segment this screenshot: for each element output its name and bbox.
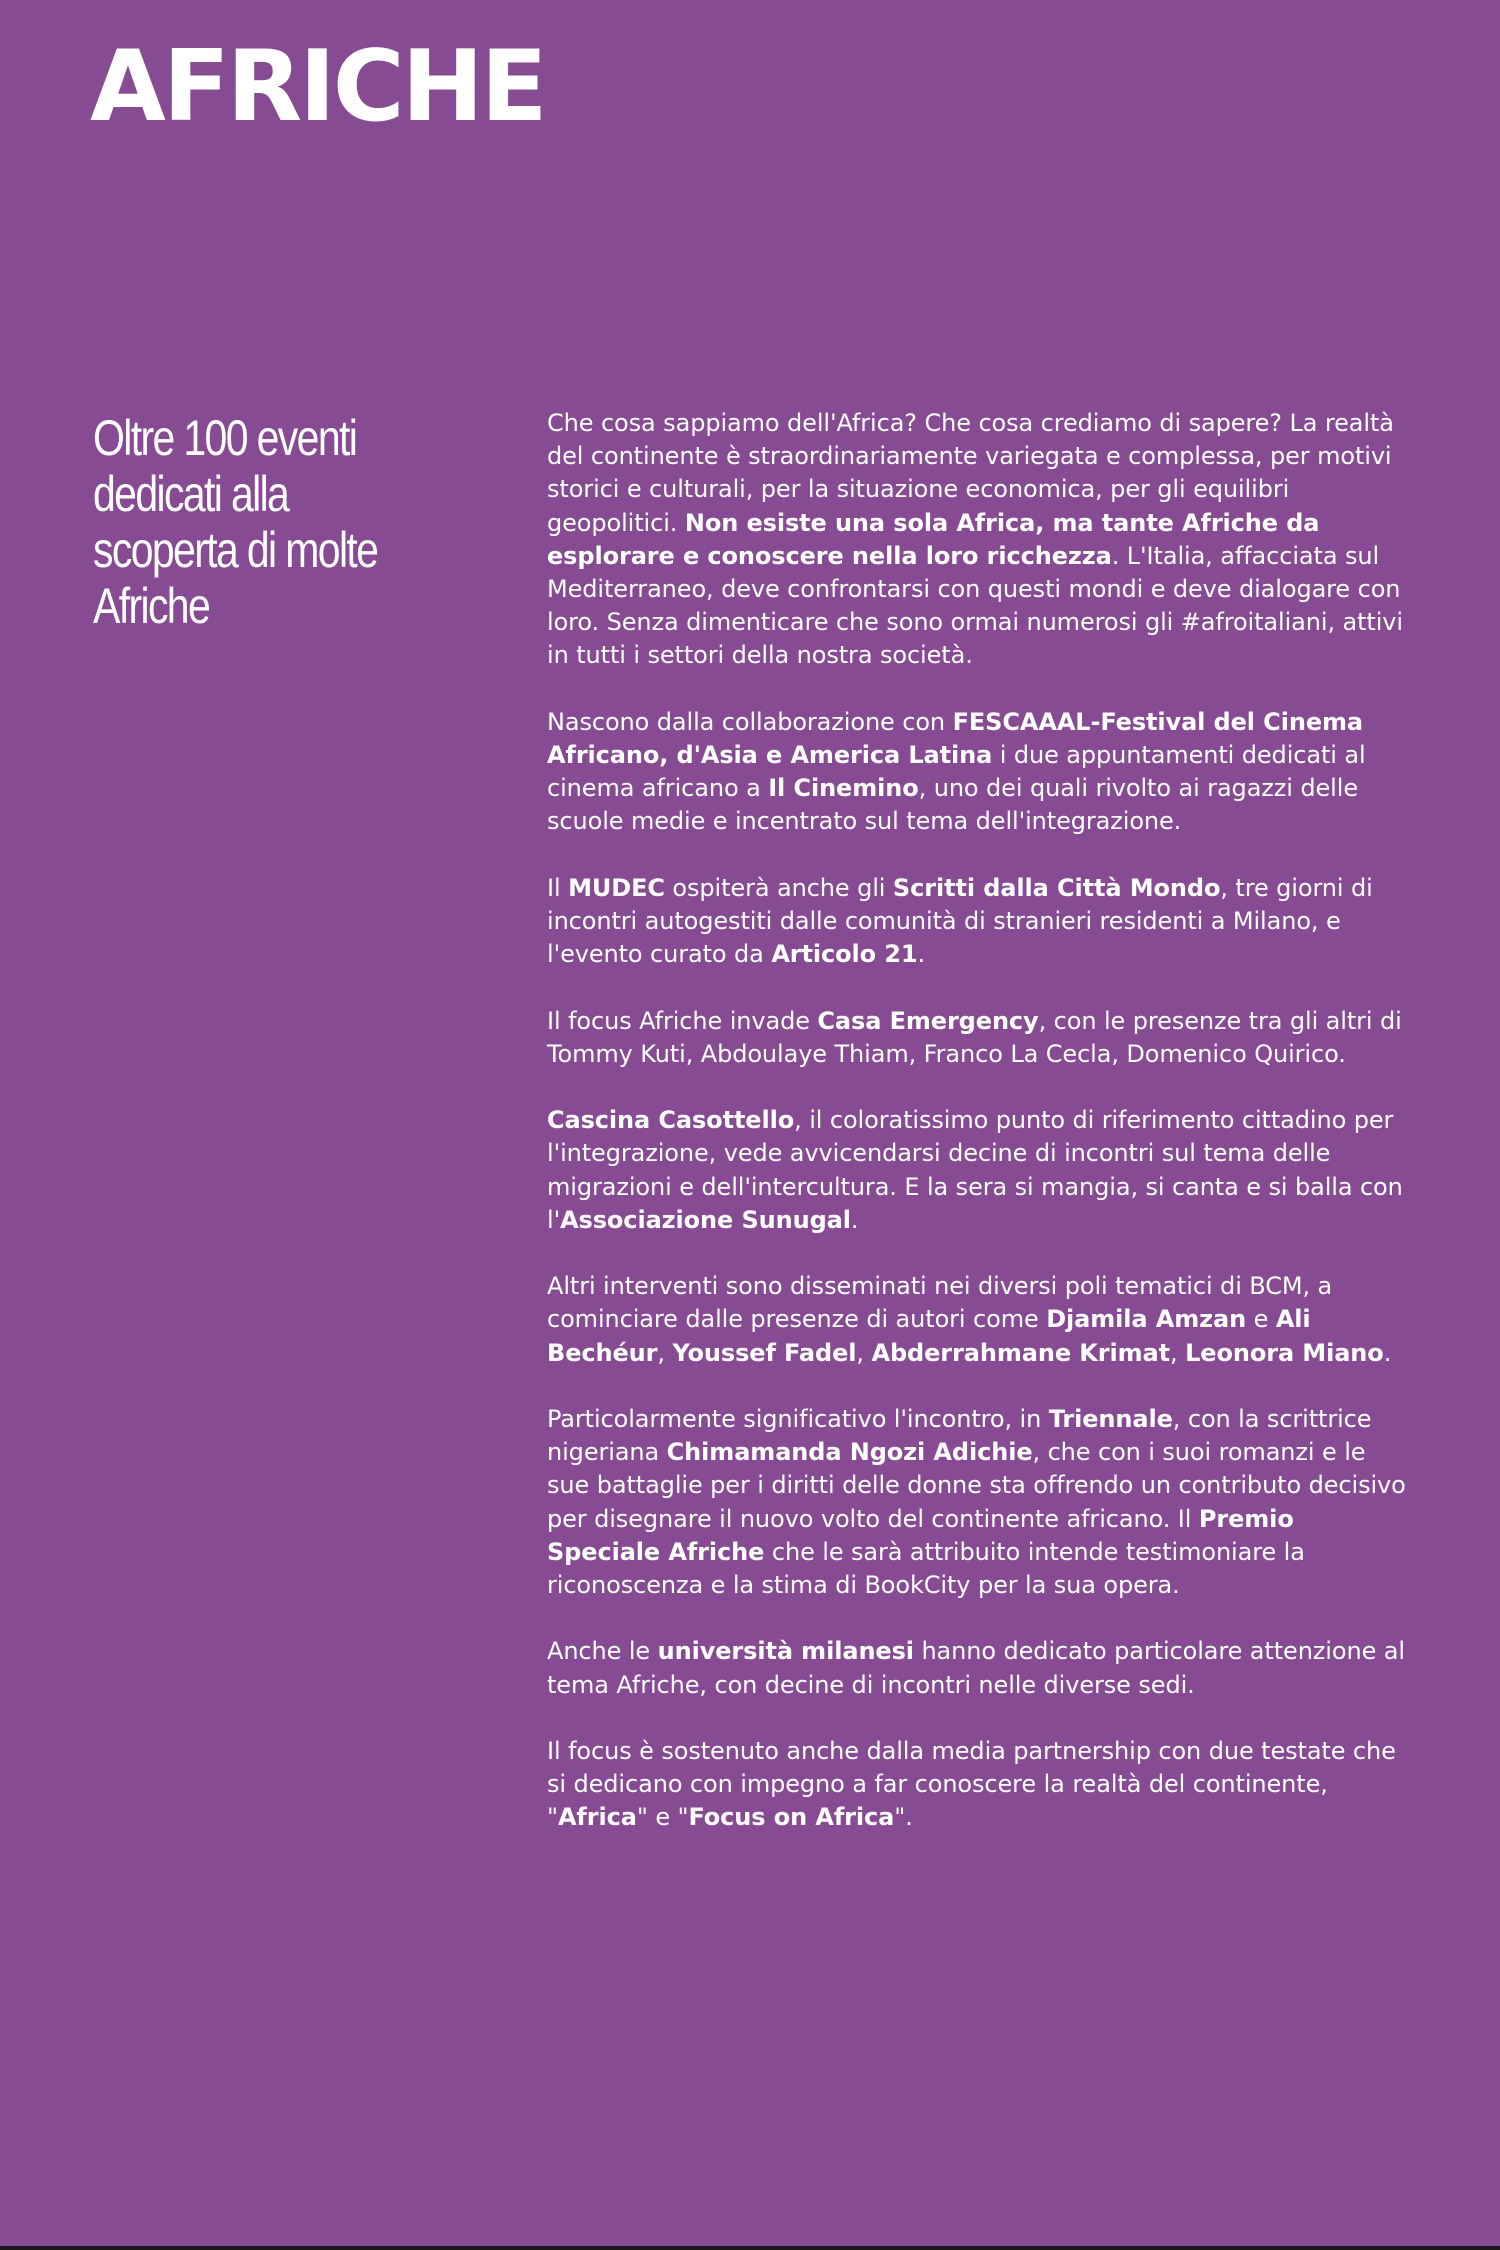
- bold-span: Cascina Casottello: [547, 1106, 795, 1135]
- text-span: che le sarà attribuito intende testimoniare la riconoscenza e la stima di BookCity per la sua opera.: [547, 1537, 1305, 1600]
- text-span: Nascono dalla collaborazione con: [547, 707, 953, 736]
- article-body: [547, 407, 1407, 1868]
- bold-span: Chimamanda Ngozi Adichie: [666, 1438, 1033, 1467]
- paragraph-cinema: [547, 706, 1407, 839]
- text-span: .: [1383, 1338, 1392, 1367]
- text-span: Anche le: [547, 1637, 658, 1666]
- text-span: ospiterà anche gli: [664, 873, 893, 902]
- bold-span: Premio Speciale Afriche: [547, 1504, 1294, 1566]
- bold-span: Scritti dalla Città Mondo: [892, 873, 1221, 902]
- bold-span: Ali Bechéur: [547, 1305, 1311, 1367]
- text-span: Che cosa sappiamo dell'Africa? Che cosa crediamo di sapere? La realtà del continente è straordinariamente variegata e complessa, per motivi storici e culturali, per la situazione economica, per gli equilibri geopolitici.: [547, 409, 1394, 537]
- bold-span: università milanesi: [657, 1637, 914, 1666]
- text-span: Altri interventi sono disseminati nei diversi poli tematici di BCM, a cominciare dalle presenze di autori come: [547, 1272, 1333, 1334]
- paragraph-media: [547, 1735, 1407, 1835]
- text-span: Il focus Afriche invade: [547, 1006, 818, 1035]
- paragraph-mudec: [547, 872, 1407, 972]
- paragraph-casottello: [547, 1104, 1407, 1237]
- page-title: AFRICHE: [90, 30, 545, 144]
- subtitle: Oltre 100 eventi dedicati alla scoperta di molte Afriche: [93, 410, 378, 634]
- bold-span: Triennale: [1048, 1405, 1173, 1433]
- text-span: , con la scrittrice nigeriana: [547, 1405, 1372, 1467]
- text-span: e: [1246, 1305, 1276, 1334]
- text-span: " e ": [636, 1803, 689, 1832]
- paragraph-authors: [547, 1270, 1407, 1370]
- text-span: , tre giorni di incontri autogestiti dalle comunità di stranieri residenti a Milano, e l'evento curato da: [547, 873, 1373, 969]
- paragraph-triennale: [547, 1403, 1407, 1602]
- bold-span: Non esiste una sola Africa, ma tante Afriche da esplorare e conoscere nella loro ricchezza: [547, 508, 1320, 570]
- text-span: Il focus è sostenuto anche dalla media partnership con due testate che si dedicano con impegno a far conoscere la realtà del continente, ": [547, 1737, 1396, 1832]
- text-span: Particolarmente significativo l'incontro, in: [547, 1405, 1049, 1433]
- text-span: ,: [657, 1338, 673, 1367]
- bold-span: Associazione Sunugal: [560, 1205, 851, 1234]
- text-span: ,: [1170, 1338, 1186, 1367]
- paragraph-emergency: [547, 1005, 1407, 1071]
- bold-span: Djamila Amzan: [1046, 1305, 1247, 1334]
- bold-span: Youssef Fadel: [672, 1338, 857, 1367]
- paragraph-universities: [547, 1635, 1407, 1701]
- bottom-border: [0, 2246, 1500, 2250]
- bold-span: Africa: [557, 1803, 637, 1832]
- text-span: Il: [547, 873, 569, 902]
- bold-span: Leonora Miano: [1185, 1338, 1384, 1367]
- bold-span: Focus on Africa: [688, 1803, 895, 1832]
- text-span: .: [850, 1205, 859, 1234]
- bold-span: MUDEC: [568, 873, 665, 902]
- bold-span: Casa Emergency: [817, 1006, 1039, 1035]
- bold-span: Il Cinemino: [768, 774, 919, 803]
- text-span: , il coloratissimo punto di riferimento cittadino per l'integrazione, vede avvicendarsi decine di incontri sul tema delle migrazioni e dell'intercultura. E la sera si mangia, si canta e si balla con l': [547, 1106, 1403, 1234]
- text-span: ".: [894, 1803, 913, 1832]
- text-span: . L'Italia, affacciata sul Mediterraneo, deve confrontarsi con questi mondi e deve dialogare con loro. Senza dimenticare che sono ormai numerosi gli #afroitaliani, attivi in tutti i settori della nostra società.: [547, 541, 1403, 670]
- text-span: ,: [856, 1338, 872, 1367]
- text-span: .: [917, 940, 926, 969]
- bold-span: Abderrahmane Krimat: [871, 1338, 1171, 1367]
- paragraph-intro: [547, 407, 1407, 673]
- text-span: , con le presenze tra gli altri di Tommy Kuti, Abdoulaye Thiam, Franco La Cecla, Domenico Quirico.: [547, 1006, 1402, 1068]
- text-span: hanno dedicato particolare attenzione al tema Afriche, con decine di incontri nelle diverse sedi.: [547, 1637, 1405, 1699]
- text-span: , che con i suoi romanzi e le sue battaglie per i diritti delle donne sta offrendo un contributo decisivo per disegnare il nuovo volto del continente africano. Il: [547, 1438, 1406, 1533]
- text-span: , uno dei quali rivolto ai ragazzi delle scuole medie e incentrato sul tema dell'integrazione.: [547, 774, 1358, 836]
- bold-span: FESCAAAL-Festival del Cinema Africano, d'Asia e America Latina: [547, 707, 1363, 770]
- bold-span: Articolo 21: [771, 940, 918, 969]
- text-span: i due appuntamenti dedicati al cinema africano a: [547, 741, 1366, 803]
